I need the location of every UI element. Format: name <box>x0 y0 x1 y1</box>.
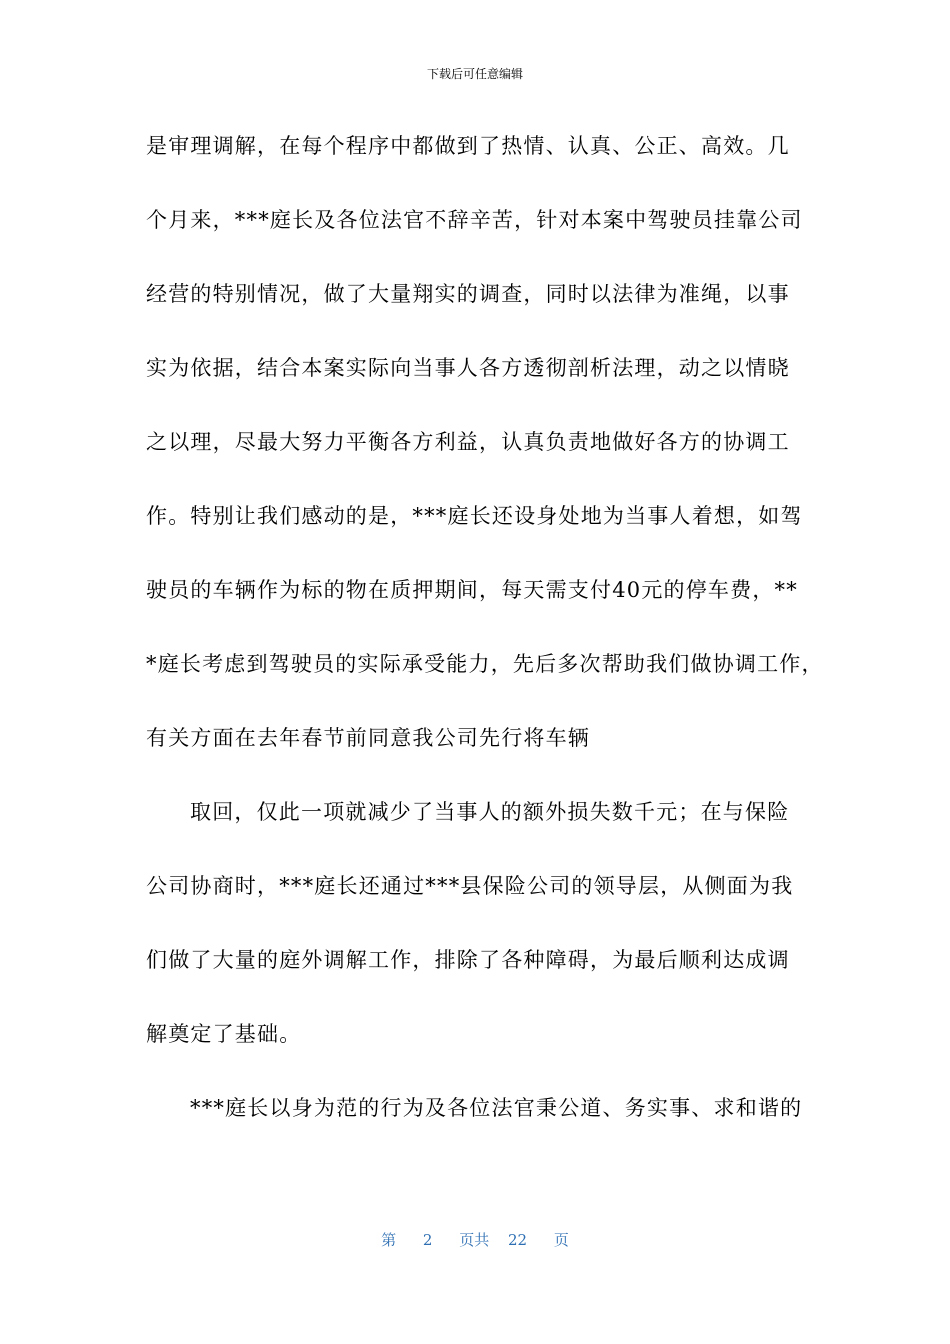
header-text: 下载后可任意编辑 <box>426 67 523 81</box>
body-line: 公司协商时，***庭长还通过***县保险公司的领导层，从侧面为我 <box>146 874 794 898</box>
document-body <box>146 128 824 1164</box>
body-line: 驶员的车辆作为标的物在质押期间，每天需支付40元的停车费，** <box>146 578 798 602</box>
body-line: 作。特别让我们感动的是，***庭长还设身处地为当事人着想，如驾 <box>146 504 803 528</box>
footer-page-suffix: 页 <box>553 1231 569 1249</box>
body-line: 有关方面在去年春节前同意我公司先行将车辆 <box>146 726 590 750</box>
body-line: 们做了大量的庭外调解工作，排除了各种障碍，为最后顺利达成调 <box>146 948 790 972</box>
page-header <box>0 66 950 82</box>
footer-current-page: 2 <box>422 1231 433 1249</box>
body-line-indented: ***庭长以身为范的行为及各位法官秉公道、务实事、求和谐的 <box>190 1096 803 1120</box>
body-line: 实为依据，结合本案实际向当事人各方透彻剖析法理，动之以情晓 <box>146 356 790 380</box>
body-line: 解奠定了基础。 <box>146 1022 302 1046</box>
body-line: 之以理，尽最大努力平衡各方利益，认真负责地做好各方的协调工 <box>146 430 790 454</box>
footer-total-pages: 22 <box>508 1231 528 1249</box>
body-line: 个月来，***庭长及各位法官不辞辛苦，针对本案中驾驶员挂靠公司 <box>146 208 803 232</box>
body-line: *庭长考虑到驾驶员的实际承受能力，先后多次帮助我们做协调工作， <box>146 652 824 676</box>
page-footer <box>0 1230 950 1250</box>
body-line: 是审理调解，在每个程序中都做到了热情、认真、公正、高效。几 <box>146 134 790 158</box>
body-line: 经营的特别情况，做了大量翔实的调查，同时以法律为准绳，以事 <box>146 282 790 306</box>
footer-page-label: 第 <box>381 1231 397 1249</box>
footer-of-label: 页共 <box>459 1231 490 1249</box>
body-line-indented: 取回，仅此一项就减少了当事人的额外损失数千元；在与保险 <box>190 800 790 824</box>
